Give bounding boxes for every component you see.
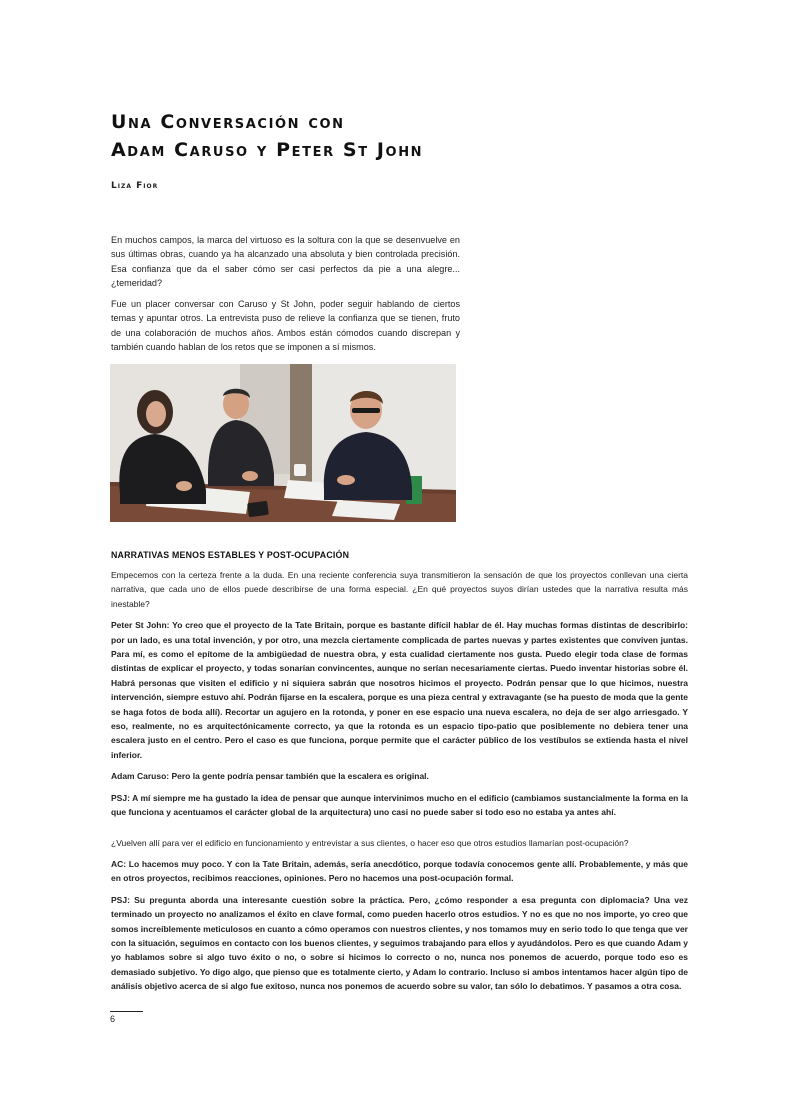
footer-rule [110, 1011, 143, 1012]
article-body [111, 550, 688, 1001]
author-byline: Liza Fior [111, 181, 159, 191]
intro-paragraph: Fue un placer conversar con Caruso y St John, poder seguir hablando de ciertos temas y apuntar otros. La entrevista puso de relieve la confianza que se tienen, fruto de una colaboración de muchos años. Ambos están cómodos cuando discrepan y también cuando hablan de los retos que se imponen a sí mismos. [111, 299, 460, 353]
answer-paragraph: AC: Lo hacemos muy poco. Y con la Tate Britain, además, sería anecdótico, porque todavía conocemos gente allí. Probablemente, y más que en otros proyectos, recibimos reacciones, opiniones. Pero no hacemos una post-ocupación formal. [111, 858, 688, 884]
section-heading: NARRATIVAS MENOS ESTABLES Y POST-OCUPACIÓN [111, 550, 350, 560]
intro-text [111, 233, 460, 361]
answer-paragraph: Peter St John: Yo creo que el proyecto de la Tate Britain, porque es bastante difícil hablar de él. Hay muchas formas distintas de describirlo: por un lado, es una total invención, y por otro, una mezcla ciertamente complicada de partes nuevas y partes existentes que conviven juntas. Para mí, es como el epítome de la ambigüedad de nuestra obra, y esta cualidad ciertamente nos gusta. Puedo elegir toda clase de formas distintas de explicar el proyecto, y todas sonarían convincentes, aunque no serían necesariamente ciertas. Puedo inventar historias sobre él. Habrá personas que visiten el edificio y ni siquiera sabrán que nosotros hicimos el proyecto. Podrán pensar que lo que hicimos, nuestra intervención, siempre estuvo ahí. Podrán fijarse en la escalera, porque es una pieza central y extravagante (se ha puesto de moda que la gente se haga fotos de boda allí). Recortar un agujero en la rotonda, y poner en ese espacio una nueva escalera, no deja de ser algo arriesgado. Y eso, realmente, no es arquitectónicamente correcto, ya que la rotonda es un espacio tipo-patio que posiblemente no debiera tener una escalera justo en el centro. Pero el caso es que funciona, porque permite que el carácter público de los vestíbulos se extienda hasta el nivel inferior. [111, 620, 688, 760]
answer-paragraph: PSJ: A mí siempre me ha gustado la idea de pensar que aunque intervinimos mucho en el edificio (cambiamos sustancialmente la forma en la que funciona y acentuamos el carácter global de la arquitectura) uno casi no puede saber si todo eso no estaba ya antes ahí. [111, 792, 688, 818]
article-title [111, 108, 571, 164]
title-line-1: Una Conversación con [111, 111, 345, 133]
intro-paragraph: En muchos campos, la marca del virtuoso es la soltura con la que se desenvuelve en sus últimas obras, cuando ya ha alcanzado una absoluta y bien controlada precisión. Esa confianza que da el saber cómo ser casi perfectos da pie a una alegre... ¿temeridad? [111, 235, 460, 288]
title-line-2: Adam Caruso y Peter St John [111, 139, 424, 161]
question-paragraph: Empecemos con la certeza frente a la duda. En una reciente conferencia suya transmitieron la sensación de que los proyectos conllevan una cierta narrativa, que cada uno de ellos puede describirse de una forma especial. ¿En qué proyectos suyos dirían ustedes que la narrativa resulta más inestable? [111, 570, 688, 609]
interview-photo [110, 364, 456, 522]
answer-paragraph: PSJ: Su pregunta aborda una interesante cuestión sobre la práctica. Pero, ¿cómo responder a esa pregunta con diplomacia? Una vez terminado un proyecto no analizamos el éxito en clave formal, como pueden hacerlo otros estudios. Y no es que no nos importe, yo creo que somos increíblemente meticulosos en cuanto a cómo operamos con nuestros clientes, y nos tomamos muy en serio todo lo que tenga que ver con la situación, seguimos en contacto con los buenos clientes, y seguimos trabajando para ellos y ayudándolos. Pero es que cuando Adam y yo hablamos sobre si algo tuvo éxito o no, o sobre si hicimos lo correcto o no, nunca nos ponemos de acuerdo, porque todo eso es demasiado subjetivo. Yo digo algo, que pienso que es totalmente cierto, y Adam lo contrario. Incluso si ambos intentamos hacer algún tipo de análisis objetivo acerca de si algo fue exitoso, nunca nos ponemos de acuerdo sobre su valor, tan sólo lo debatimos. Y pasamos a otra cosa. [111, 894, 688, 992]
page-number: 6 [110, 1014, 116, 1024]
question-paragraph: ¿Vuelven allí para ver el edificio en funcionamiento y entrevistar a sus clientes, o hacer eso que otros estudios llamarían post-ocupación? [111, 837, 629, 848]
answer-paragraph: Adam Caruso: Pero la gente podría pensar también que la escalera es original. [111, 771, 429, 782]
